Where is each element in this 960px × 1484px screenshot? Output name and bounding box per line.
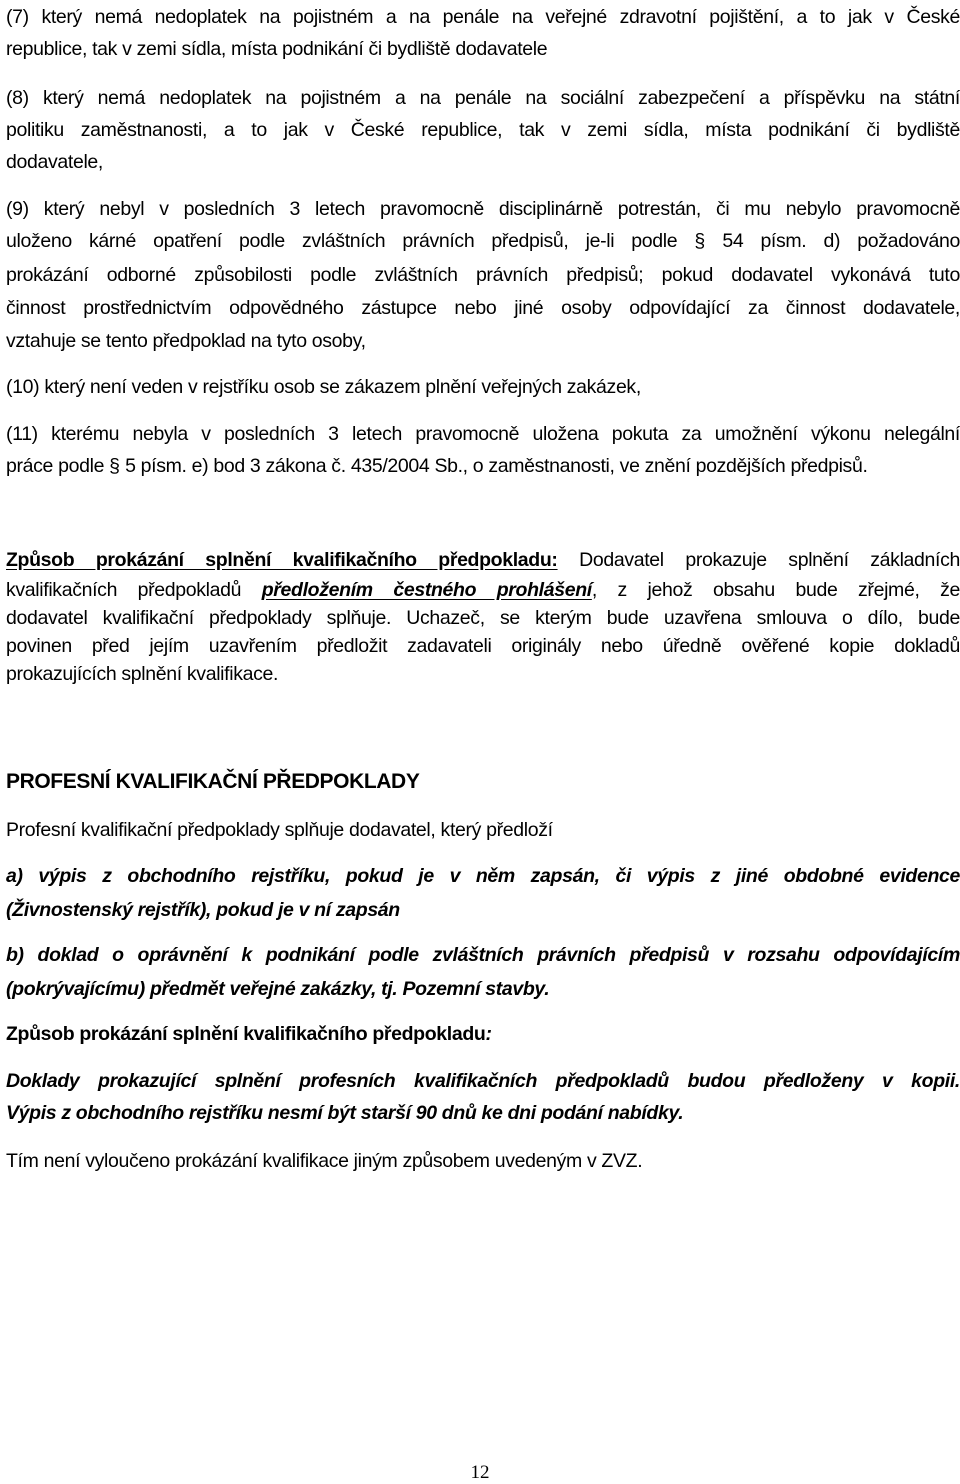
section-sign: § bbox=[109, 455, 120, 477]
professional-documents-line-2: Výpis z obchodního rejstříku nesmí být starší 90 dnů ke dni podání nabídky. bbox=[6, 1102, 684, 1124]
proof-basic-line-1 bbox=[6, 548, 960, 572]
paragraph-9-line-3: prokázání odborné způsobilosti podle zvláštních právních předpisů; pokud dodavatel vykonává tuto bbox=[6, 264, 960, 286]
paragraph-7-line-2: republice, tak v zemi sídla, místa podnikání či bydliště dodavatele bbox=[6, 38, 548, 60]
professional-proof-label: Způsob prokázání splnění kvalifikačního předpokladu bbox=[6, 1023, 486, 1045]
professional-documents-line-1: Doklady prokazující splnění profesních kvalifikačních předpokladů budou předloženy v kopii. bbox=[6, 1070, 960, 1092]
proof-basic-line-3: dodavatel kvalifikační předpoklady splňuje. Uchazeč, se kterým bude uzavřena smlouva o dílo, bude bbox=[6, 607, 960, 629]
proof-basic-line-4: povinen před jejím uzavřením předložit zadavateli originály nebo úředně ověřené kopie dokladů bbox=[6, 635, 960, 657]
section-sign: § bbox=[694, 230, 706, 252]
paragraph-9-line-4: činnost prostřednictvím odpovědného zástupce nebo jiné osoby odpovídající za činnost dodavatele, bbox=[6, 297, 960, 319]
proof-basic-line-2-start: kvalifikačních předpokladů bbox=[6, 579, 262, 601]
professional-closing: Tím není vyloučeno prokázání kvalifikace jiným způsobem uvedeným v ZVZ. bbox=[6, 1150, 643, 1172]
professional-item-b-line-2: (pokrývajícímu) předmět veřejné zakázky, tj. Pozemní stavby. bbox=[6, 978, 550, 1000]
paragraph-10-line-1: (10) který není veden v rejstříku osob se zákazem plnění veřejných zakázek, bbox=[6, 376, 641, 398]
paragraph-8-line-2: politiku zaměstnanosti, a to jak v České republice, tak v zemi sídla, místa podnikání či bydliště bbox=[6, 119, 960, 141]
paragraph-7-line-1: (7) který nemá nedoplatek na pojistném a na penále na veřejné zdravotní pojištění, a to jak v České bbox=[6, 6, 960, 28]
professional-intro: Profesní kvalifikační předpoklady splňuje dodavatel, který předloží bbox=[6, 819, 553, 841]
professional-proof-line bbox=[6, 1022, 960, 1046]
paragraph-9-line-2-start: uloženo kárné opatření podle zvláštních právních předpisů, je-li podle bbox=[6, 230, 678, 252]
professional-item-a-line-2: (Živnostenský rejstřík), pokud je v ní zapsán bbox=[6, 899, 400, 921]
professional-item-a-line-1: a) výpis z obchodního rejstříku, pokud je v něm zapsán, či výpis z jiné obdobné evidence bbox=[6, 865, 960, 887]
paragraph-9-line-1: (9) který nebyl v posledních 3 letech pravomocně disciplinárně potrestán, či mu nebylo pravomocně bbox=[6, 198, 960, 220]
professional-heading: PROFESNÍ KVALIFIKAČNÍ PŘEDPOKLADY bbox=[6, 770, 420, 793]
professional-item-b-line-1: b) doklad o oprávnění k podnikání podle zvláštních právních předpisů v rozsahu odpovídajícím bbox=[6, 944, 960, 966]
paragraph-11-line-1: (11) kterému nebyla v posledních 3 letech pravomocně uložena pokuta za umožnění výkonu nelegální bbox=[6, 423, 960, 445]
paragraph-9-line-2-end: 54 písm. d) požadováno bbox=[722, 230, 960, 252]
document-page bbox=[6, 0, 960, 1483]
proof-basic-line-2 bbox=[6, 578, 960, 602]
page-number: 12 bbox=[470, 1462, 490, 1483]
proof-basic-line-1-rest: Dodavatel prokazuje splnění základních bbox=[557, 549, 960, 571]
paragraph-11-line-2-end: 5 písm. e) bod 3 zákona č. 435/2004 Sb., o zaměstnanosti, ve znění pozdějších předpisů. bbox=[125, 455, 868, 477]
paragraph-11-line-2 bbox=[6, 454, 960, 478]
paragraph-9-line-5: vztahuje se tento předpoklad na tyto osoby, bbox=[6, 330, 366, 352]
proof-basic-line-2-end: , z jehož obsahu bude zřejmé, že bbox=[591, 579, 960, 601]
professional-proof-colon: : bbox=[485, 1023, 492, 1045]
proof-basic-line-5: prokazujících splnění kvalifikace. bbox=[6, 663, 279, 685]
paragraph-8-line-3: dodavatele, bbox=[6, 151, 103, 173]
paragraph-8-line-1: (8) který nemá nedoplatek na pojistném a na penále na sociální zabezpečení a příspěvku na státní bbox=[6, 87, 960, 109]
proof-basic-label: Způsob prokázání splnění kvalifikačního předpokladu: bbox=[6, 549, 558, 571]
proof-basic-emphasis: předložením čestného prohlášení bbox=[261, 579, 592, 601]
paragraph-11-line-2-start: práce podle bbox=[6, 455, 105, 477]
paragraph-9-line-2 bbox=[6, 229, 960, 253]
